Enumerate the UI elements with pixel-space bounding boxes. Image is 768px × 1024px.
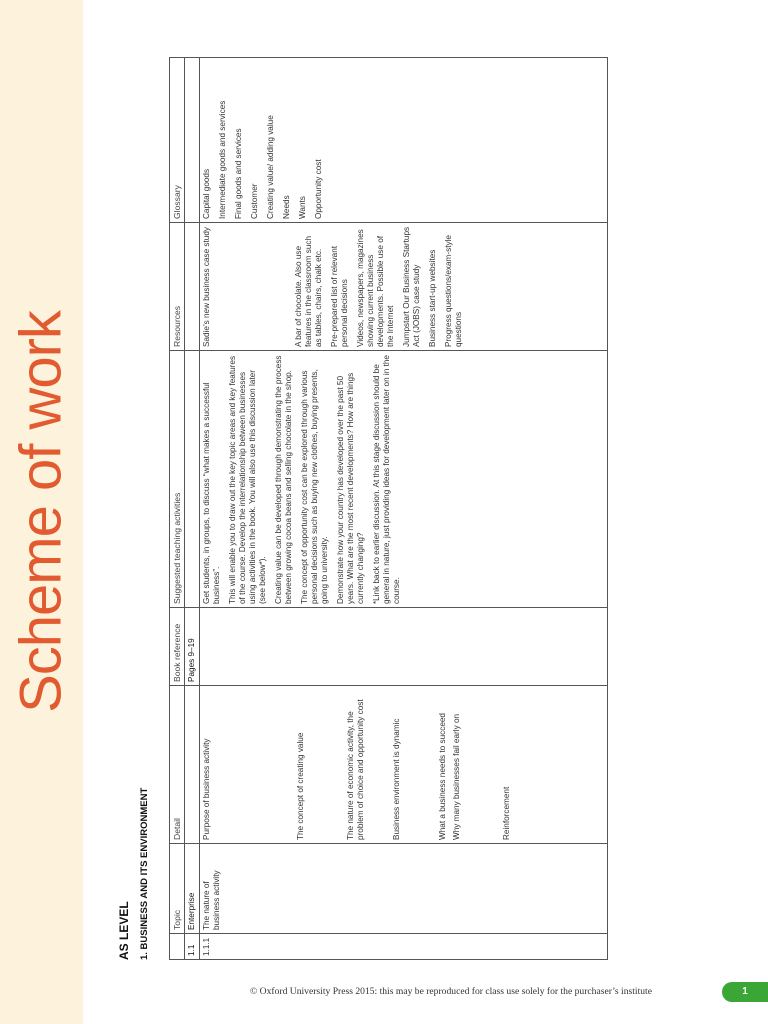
resources-cell	[200, 223, 608, 351]
resource-item: Jumpstart Our Business Startups Act (JOBS) case study	[402, 226, 422, 347]
glossary-item: Opportunity cost	[314, 159, 324, 219]
resource-item: A bar of chocolate. Also use features in the classroom such as tables, chairs, chalk etc.	[294, 235, 324, 347]
scheme-table	[169, 57, 608, 960]
table-row	[200, 58, 608, 960]
row-topic: The nature of business activity	[200, 844, 608, 934]
topic-header: Topic	[170, 844, 185, 934]
detail-item: Purpose of business activity	[202, 738, 212, 840]
resource-item: Sadie’s new business case study	[202, 226, 212, 347]
unit-glossary-cell	[185, 58, 200, 223]
glossary-item: Needs	[282, 195, 292, 219]
title-area	[0, 0, 83, 1024]
resources-header: Resources	[170, 223, 185, 351]
detail-item: Business environment is dynamic	[392, 718, 402, 840]
detail-item: Reinforcement	[502, 786, 512, 840]
row-number: 1.1.1	[200, 934, 608, 960]
book-reference-cell	[200, 608, 608, 686]
glossary-item: Intermediate goods and services	[218, 100, 228, 219]
activities-header: Suggested teaching activities	[170, 351, 185, 608]
glossary-header: Glossary	[170, 58, 185, 223]
detail-item: Why many businesses fail early on	[452, 713, 462, 840]
detail-item: The concept of creating value	[296, 732, 306, 840]
unit-row	[185, 58, 200, 960]
activity-item: The concept of opportunity cost can be explored through various personal decisions such as buying new clothes, buying presents, going to university.	[300, 369, 330, 604]
copyright-footer: © Oxford University Press 2015: this may be reproduced for class use solely for the purchaser’s institute	[250, 986, 652, 997]
unit-pages: Pages 9–19	[185, 608, 200, 686]
activity-item: Demonstrate how your country has developed over the past 50 years. What are the most recent developments? How are things currently changing?	[336, 372, 366, 604]
unit-number: 1.1	[185, 934, 200, 960]
book-reference-header: Book reference	[170, 608, 185, 686]
glossary-item: Creating value/ adding value	[266, 115, 276, 219]
glossary-cell	[200, 58, 608, 223]
resource-item: Pre-prepared list of relevant personal decisions	[330, 245, 350, 347]
unit-name: Enterprise	[185, 844, 200, 934]
scheme-content	[117, 60, 607, 960]
resource-item: Progress questions/exam-style questions	[444, 235, 464, 347]
resource-item: Videos, newspapers, magazines showing current business developments. Possible use of the Internet	[356, 229, 396, 347]
activity-item: This will enable you to draw out the key topic areas and key features of the course. Develop the interrelationship between businesses using activities in the book. You will also use this discussion later (see below*).	[228, 355, 268, 604]
unit-activities-cell	[185, 351, 200, 608]
glossary-item: Wants	[298, 196, 308, 219]
glossary-item: Customer	[250, 183, 260, 219]
activities-cell	[200, 351, 608, 608]
detail-cell	[200, 686, 608, 844]
activity-item: Creating value can be developed through demonstrating the process between growing cocoa beans and selling chocolate in the shop.	[274, 355, 294, 604]
detail-header: Detail	[170, 686, 185, 844]
activity-item: *Link back to earlier discussion. At this stage discussion should be general in nature, just providing ideas for development later on in the course.	[372, 355, 402, 604]
detail-item: The nature of economic activity, the problem of choice and opportunity cost	[346, 699, 366, 840]
glossary-item: Final goods and services	[234, 128, 244, 219]
resource-item: Business start-up websites	[428, 249, 438, 347]
section-heading: 1. BUSINESS AND ITS ENVIRONMENT	[139, 787, 150, 960]
header-row	[170, 58, 185, 960]
activity-item: Get students, in groups, to discuss “what makes a successful business”.	[202, 382, 222, 604]
unit-detail-cell	[185, 686, 200, 844]
unit-resources-cell	[185, 223, 200, 351]
detail-item: What a business needs to succeed	[438, 713, 448, 840]
level-heading: AS LEVEL	[117, 901, 131, 960]
glossary-item: Capital goods	[202, 168, 212, 219]
number-header	[170, 934, 185, 960]
page-title: Scheme of work	[8, 311, 74, 713]
page-number-badge: 1	[722, 982, 768, 1002]
